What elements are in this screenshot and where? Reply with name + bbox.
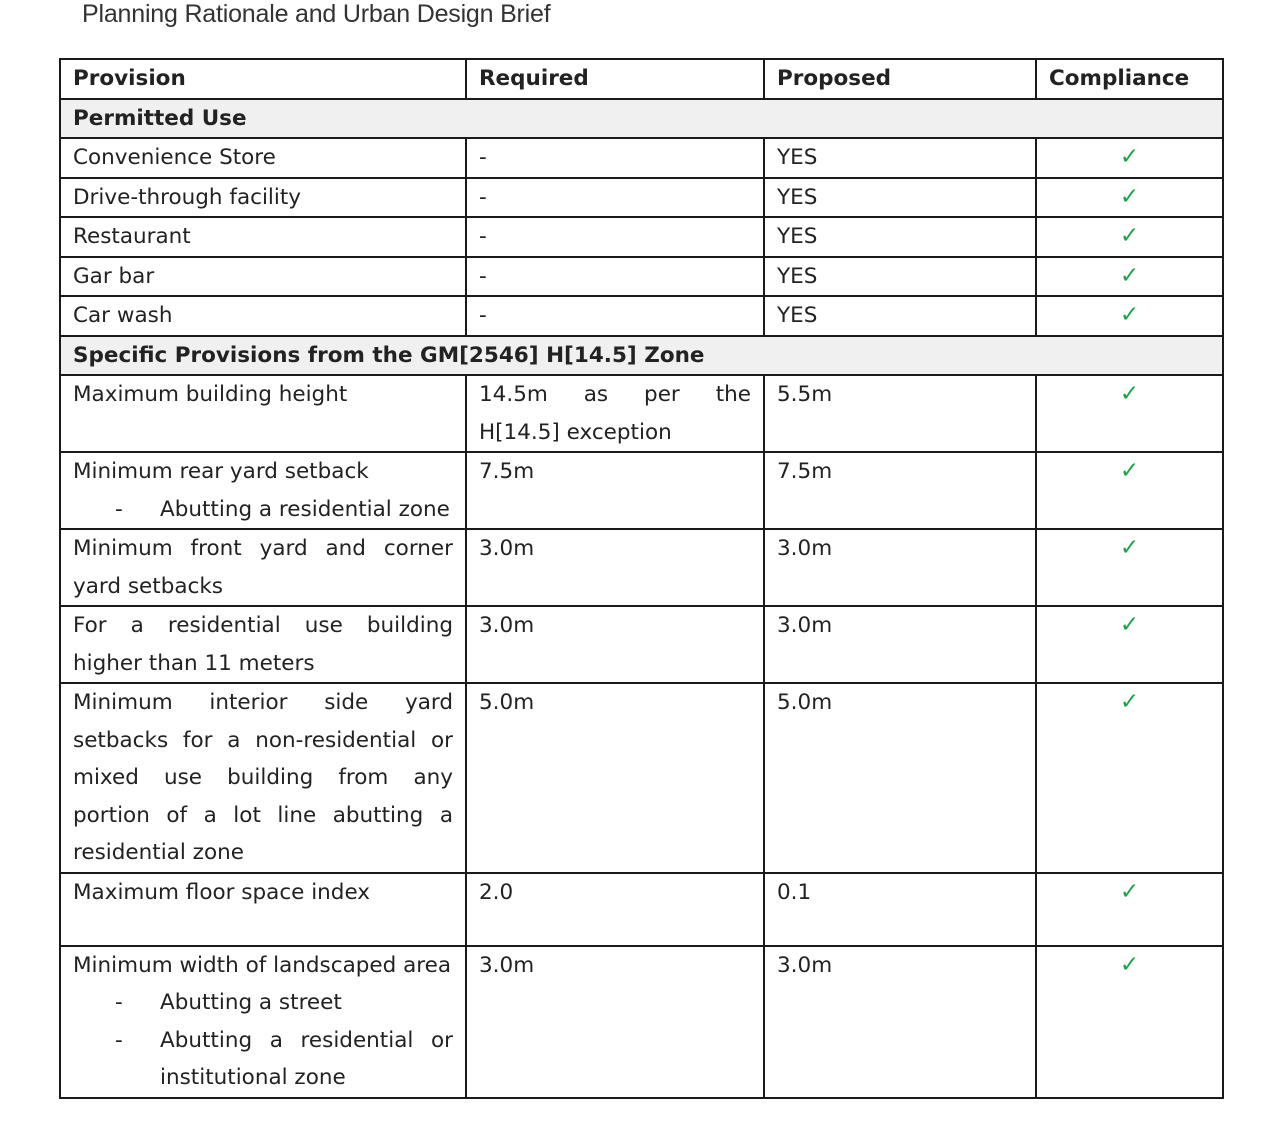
table-row [60,138,1223,178]
table-row [60,178,1223,218]
proposed-cell: 3.0m [764,946,1036,1098]
compliance-cell [1036,683,1223,873]
compliance-cell [1036,257,1223,297]
provision-cell: Maximum floor space index [60,873,466,946]
bullet-text: Abutting a street [160,990,342,1015]
required-cell: - [466,296,764,336]
provision-text: Minimum front yard and corner yard setbacks [73,536,453,599]
bullet-text: Abutting a residential or institutional zone [160,1027,453,1090]
required-cell: - [466,257,764,297]
checkmark-icon: ✓ [1119,878,1140,905]
bullet-item [73,1022,453,1097]
bullet-dash: - [115,990,123,1015]
compliance-cell [1036,529,1223,606]
checkmark-icon: ✓ [1119,535,1140,561]
table-row [60,296,1223,336]
table-row [60,873,1223,946]
table-row [60,217,1223,257]
proposed-cell: YES [764,138,1036,178]
table-row [60,257,1223,297]
required-cell: 3.0m [466,529,764,606]
compliance-cell [1036,217,1223,257]
provision-cell [60,452,466,529]
compliance-cell [1036,138,1223,178]
required-cell: 7.5m [466,452,764,529]
compliance-cell [1036,375,1223,452]
table-row [60,375,1223,452]
compliance-cell [1036,606,1223,683]
checkmark-icon: ✓ [1119,951,1140,978]
bullet-dash: - [115,496,123,522]
table-row [60,606,1223,683]
proposed-cell: 7.5m [764,452,1036,529]
table-row [60,946,1223,1098]
checkmark-icon: ✓ [1119,302,1140,328]
column-header-required: Required [466,59,764,99]
provision-text: Minimum interior side yard setbacks for a non-residential or mixed use building from any portion of a lot line abutting a residential zone [73,690,453,865]
provision-text: For a residential use building higher than 11 meters [73,613,453,676]
provision-text: Minimum width of landscaped area [73,952,452,978]
provision-cell [60,683,466,873]
compliance-table [59,58,1224,1099]
required-cell: 3.0m [466,606,764,683]
provision-cell: Maximum building height [60,375,466,452]
checkmark-icon: ✓ [1119,144,1140,170]
compliance-cell [1036,178,1223,218]
proposed-cell: 3.0m [764,529,1036,606]
table-row [60,452,1223,529]
compliance-cell [1036,873,1223,946]
checkmark-icon: ✓ [1119,262,1140,289]
section-title: Permitted Use [60,99,1223,139]
column-header-proposed: Proposed [764,59,1036,99]
page-header-title: Planning Rationale and Urban Design Brief [82,0,551,28]
proposed-cell: 3.0m [764,606,1036,683]
required-cell [466,375,764,452]
required-cell: 2.0 [466,873,764,946]
provision-cell [60,946,466,1098]
checkmark-icon: ✓ [1119,612,1140,638]
required-cell: 3.0m [466,946,764,1098]
required-cell: - [466,178,764,218]
checkmark-icon: ✓ [1119,458,1140,484]
bullet-item [73,984,453,1022]
table-header-row [60,59,1223,99]
bullet-item [73,491,453,529]
table-row [60,683,1223,873]
compliance-cell [1036,296,1223,336]
column-header-provision: Provision [60,59,466,99]
proposed-cell: 5.0m [764,683,1036,873]
checkmark-icon: ✓ [1119,381,1140,407]
proposed-cell: YES [764,296,1036,336]
provision-cell: Convenience Store [60,138,466,178]
proposed-cell: YES [764,217,1036,257]
proposed-cell: YES [764,178,1036,218]
table-row [60,529,1223,606]
required-cell: 5.0m [466,683,764,873]
required-text: 14.5m as per the H[14.5] exception [479,382,751,445]
section-row-specific-provisions [60,336,1223,376]
checkmark-icon: ✓ [1119,223,1140,249]
compliance-cell [1036,946,1223,1098]
proposed-cell: 0.1 [764,873,1036,946]
column-header-compliance: Compliance [1036,59,1223,99]
checkmark-icon: ✓ [1119,689,1140,715]
bullet-dash: - [115,1027,123,1053]
checkmark-icon: ✓ [1119,183,1140,210]
provision-text: Minimum rear yard setback [73,459,369,484]
provision-cell [60,529,466,606]
compliance-cell [1036,452,1223,529]
provision-cell [60,606,466,683]
proposed-cell: 5.5m [764,375,1036,452]
bullet-text: Abutting a residential zone [160,496,450,522]
provision-cell: Car wash [60,296,466,336]
provision-cell: Restaurant [60,217,466,257]
required-cell: - [466,217,764,257]
required-cell: - [466,138,764,178]
provision-cell: Drive-through facility [60,178,466,218]
proposed-cell: YES [764,257,1036,297]
section-row-permitted-use [60,99,1223,139]
section-title: Specific Provisions from the GM[2546] H[14.5] Zone [60,336,1223,376]
provision-cell: Gar bar [60,257,466,297]
